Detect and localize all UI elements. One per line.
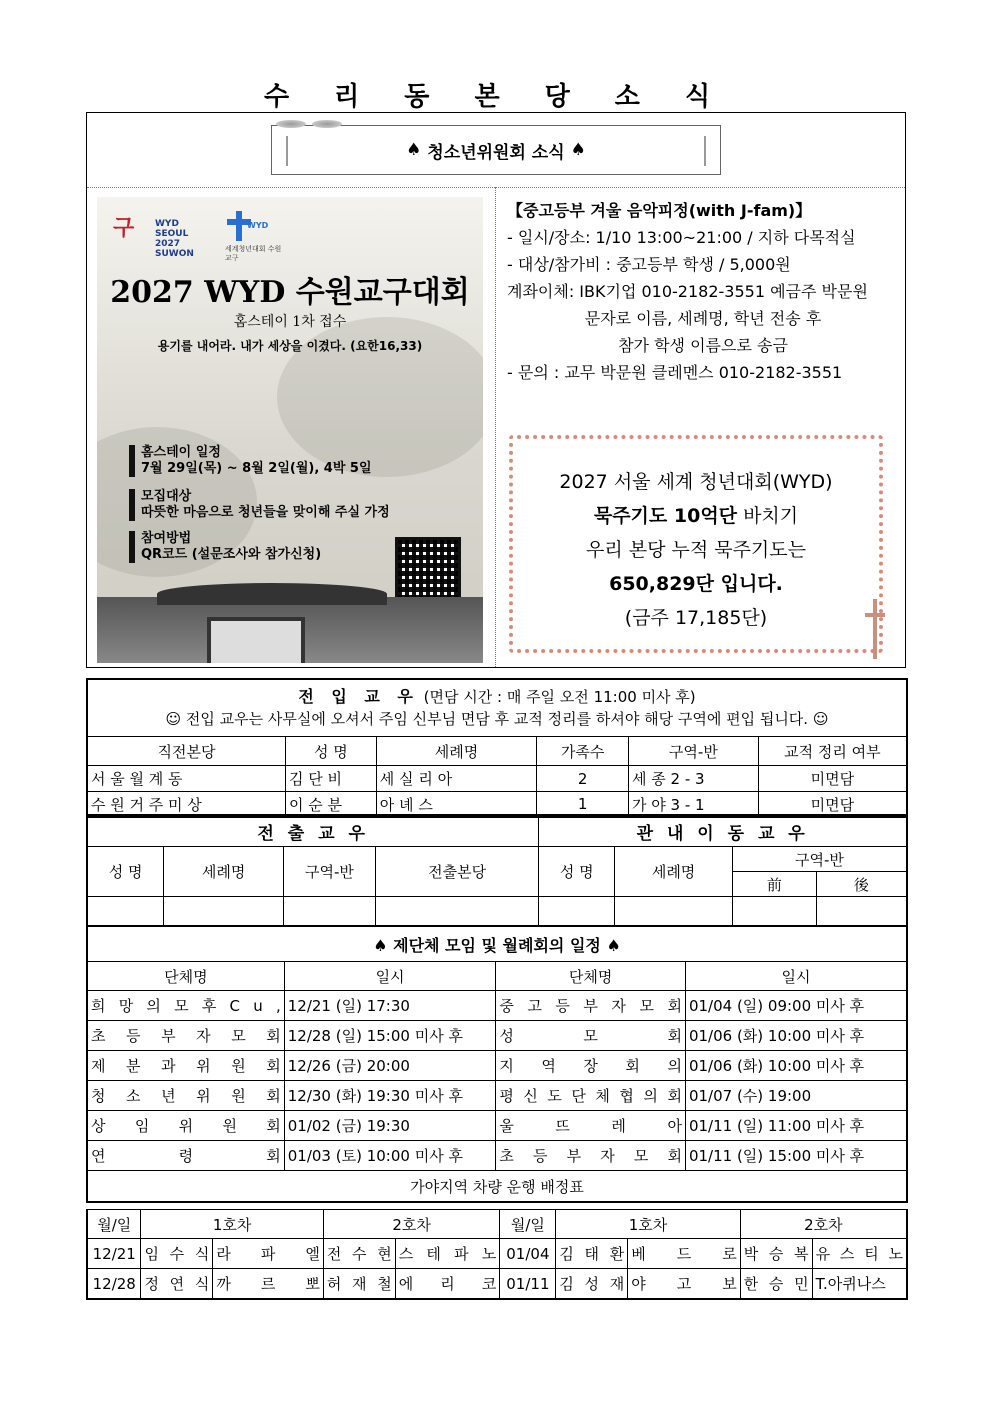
wyd-logo-text: WYD SEOUL 2027 SUWON bbox=[155, 219, 194, 259]
hanok-gate bbox=[207, 617, 305, 663]
column-header: 2호차 bbox=[323, 1210, 500, 1239]
transfer-in-title: 전 입 교 우 bbox=[298, 687, 419, 706]
table-cell: 김 성 재 bbox=[556, 1269, 628, 1300]
wyd-logo-icon: ᄀ bbox=[113, 216, 135, 241]
table-cell bbox=[615, 897, 733, 927]
table-cell: 임 수 식 bbox=[141, 1239, 213, 1269]
table-cell: 지 역 장 회 의 bbox=[496, 1051, 686, 1081]
youth-news-banner bbox=[271, 125, 721, 175]
table-row bbox=[87, 1081, 907, 1111]
table-cell: 12/28 (일) 15:00 미사 후 bbox=[284, 1021, 496, 1051]
table-cell: 01/04 (일) 09:00 미사 후 bbox=[685, 991, 907, 1021]
table-cell bbox=[375, 897, 539, 927]
table-cell: 01/02 (금) 19:30 bbox=[284, 1111, 496, 1141]
spade-icon: ♠ bbox=[606, 935, 621, 955]
table-cell: 희 망 의 모 후 C u , bbox=[87, 991, 284, 1021]
wyd-logo-text-2: WYD bbox=[247, 221, 269, 230]
table-cell: 중 고 등 부 자 모 회 bbox=[496, 991, 686, 1021]
music-retreat-info bbox=[507, 197, 899, 386]
rosary-line: 2027 서울 세계 청년대회(WYD) bbox=[559, 471, 833, 493]
youth-news-box bbox=[86, 112, 906, 668]
rosary-text: 단 입니다. bbox=[695, 573, 783, 595]
rosary-text: 바치기 bbox=[737, 505, 799, 527]
table-cell: 01/06 (화) 10:00 미사 후 bbox=[685, 1051, 907, 1081]
rosary-line: (금주 17,185단) bbox=[624, 607, 768, 629]
column-header: 세례명 bbox=[376, 737, 537, 766]
table-cell: 유 스 티 노 bbox=[812, 1239, 907, 1269]
retreat-line: - 대상/참가비 : 중고등부 학생 / 5,000원 bbox=[507, 255, 791, 274]
table-cell: 12/26 (금) 20:00 bbox=[284, 1051, 496, 1081]
vehicle-table bbox=[86, 1209, 908, 1300]
spade-icon: ♠ bbox=[373, 935, 388, 955]
table-header-row bbox=[87, 737, 907, 766]
table-cell: 박 승 복 bbox=[740, 1239, 812, 1269]
column-header: 前 bbox=[732, 872, 816, 897]
meetings-title: 제단체 모임 및 월례회의 일정 bbox=[393, 935, 601, 955]
table-cell: 베 드 로 bbox=[628, 1239, 740, 1269]
banner-decoration bbox=[312, 120, 342, 128]
table-cell: 세 종 2 - 3 bbox=[629, 766, 759, 792]
table-cell bbox=[816, 897, 907, 927]
retreat-heading: 【중고등부 겨울 음악피정(with J-fam)】 bbox=[507, 201, 812, 220]
column-header: 단체명 bbox=[87, 962, 284, 991]
table-cell bbox=[164, 897, 284, 927]
crucifix-icon bbox=[865, 599, 885, 659]
column-header: 전출본당 bbox=[375, 847, 539, 897]
table-cell bbox=[284, 897, 376, 927]
table-cell: 이 순 분 bbox=[286, 792, 377, 818]
spade-icon: ♠ bbox=[406, 140, 422, 160]
table-cell: 세 실 리 아 bbox=[376, 766, 537, 792]
poster-item-body: 7월 29일(목) ~ 8월 2일(월), 4박 5일 bbox=[141, 461, 372, 476]
rosary-line bbox=[513, 499, 879, 533]
table-row bbox=[87, 1111, 907, 1141]
table-cell: 12/21 bbox=[87, 1239, 141, 1269]
wyd-poster bbox=[97, 197, 483, 663]
poster-title: 2027 WYD 수원교구대회 bbox=[110, 275, 470, 310]
table-cell: 청 소 년 위 원 회 bbox=[87, 1081, 284, 1111]
table-cell: 가 야 3 - 1 bbox=[629, 792, 759, 818]
vehicle-title: 가야지역 차량 운행 배정표 bbox=[87, 1171, 907, 1203]
column-header: 구역-반 bbox=[284, 847, 376, 897]
column-header: 성 명 bbox=[286, 737, 377, 766]
poster-subtitle: 홈스테이 1차 접수 bbox=[233, 314, 347, 330]
banner-edge bbox=[286, 136, 288, 166]
column-header: 교적 정리 여부 bbox=[758, 737, 907, 766]
poster-item bbox=[129, 445, 372, 477]
table-cell: 평 신 도 단 체 협 의 회 bbox=[496, 1081, 686, 1111]
transfer-out-table bbox=[86, 814, 908, 927]
table-cell: 01/11 bbox=[500, 1269, 556, 1300]
table-cell: 김 태 환 bbox=[556, 1239, 628, 1269]
table-cell: 한 승 민 bbox=[740, 1269, 812, 1300]
poster-verse: 용기를 내어라. 내가 세상을 이겼다. (요한16,33) bbox=[157, 339, 423, 353]
transfer-in-table bbox=[86, 736, 908, 818]
table-cell: 야 고 보 bbox=[628, 1269, 740, 1300]
table-cell: 01/11 (일) 15:00 미사 후 bbox=[685, 1141, 907, 1171]
table-cell: 상 임 위 원 회 bbox=[87, 1111, 284, 1141]
column-header: 성 명 bbox=[87, 847, 164, 897]
table-cell: 정 연 식 bbox=[141, 1269, 213, 1300]
retreat-contact: - 문의 : 교무 박문원 클레멘스 010-2182-3551 bbox=[507, 363, 843, 382]
table-header-row bbox=[87, 1210, 907, 1239]
retreat-line: 참가 학생 이름으로 송금 bbox=[618, 336, 788, 355]
divider bbox=[87, 187, 905, 188]
table-cell: 에 리 코 bbox=[395, 1269, 500, 1300]
table-cell bbox=[87, 897, 164, 927]
table-row bbox=[87, 1051, 907, 1081]
table-cell: 01/03 (토) 10:00 미사 후 bbox=[284, 1141, 496, 1171]
rosary-box bbox=[509, 435, 883, 653]
table-row bbox=[87, 897, 907, 927]
banner-edge bbox=[704, 136, 706, 166]
column-header: 일시 bbox=[685, 962, 907, 991]
retreat-line: 문자로 이름, 세례명, 학년 전송 후 bbox=[584, 309, 822, 328]
column-header: 월/일 bbox=[500, 1210, 556, 1239]
table-cell: 12/21 (일) 17:30 bbox=[284, 991, 496, 1021]
divider bbox=[495, 187, 496, 667]
retreat-line: 계좌이체: IBK기업 010-2182-3551 예금주 박문원 bbox=[507, 282, 868, 301]
table-cell: 수 원 거 주 미 상 bbox=[87, 792, 286, 818]
column-header: 일시 bbox=[284, 962, 496, 991]
table-row bbox=[87, 1021, 907, 1051]
column-header: 後 bbox=[816, 872, 907, 897]
table-row bbox=[87, 1141, 907, 1171]
meetings-table bbox=[86, 925, 908, 1203]
table-cell: 초 등 부 자 모 회 bbox=[496, 1141, 686, 1171]
column-header: 구역-반 bbox=[732, 847, 907, 872]
table-row bbox=[87, 766, 907, 792]
transfer-in-note: (면담 시간 : 매 주일 오전 11:00 미사 후) bbox=[418, 688, 696, 706]
table-row bbox=[87, 991, 907, 1021]
table-cell: 까 르 뽀 bbox=[213, 1269, 323, 1300]
column-header: 1호차 bbox=[141, 1210, 323, 1239]
table-cell: 01/06 (화) 10:00 미사 후 bbox=[685, 1021, 907, 1051]
table-cell bbox=[732, 897, 816, 927]
poster-item-head: 홈스테이 일정 bbox=[141, 445, 221, 460]
meetings-title-cell bbox=[87, 926, 907, 962]
table-cell: 김 단 비 bbox=[286, 766, 377, 792]
table-cell: 울 뜨 레 아 bbox=[496, 1111, 686, 1141]
column-header: 성 명 bbox=[539, 847, 615, 897]
table-cell: T.아퀴나스 bbox=[812, 1269, 907, 1300]
table-cell: 라 파 엘 bbox=[213, 1239, 323, 1269]
table-cell: 미면담 bbox=[758, 792, 907, 818]
table-cell: 미면담 bbox=[758, 766, 907, 792]
transfer-out-title: 전 출 교 우 bbox=[87, 815, 539, 847]
banner-decoration bbox=[276, 120, 306, 128]
poster-item-body: QR코드 (설문조사와 참가신청) bbox=[141, 547, 322, 562]
table-cell: 01/07 (수) 19:00 bbox=[685, 1081, 907, 1111]
poster-item-head: 참여방법 bbox=[141, 531, 192, 546]
table-cell: 성 모 회 bbox=[496, 1021, 686, 1051]
logo-subtitle: 세계청년대회 수원교구 bbox=[225, 245, 282, 262]
column-header: 월/일 bbox=[87, 1210, 141, 1239]
table-cell: 01/04 bbox=[500, 1239, 556, 1269]
table-cell: 제 분 과 위 원 회 bbox=[87, 1051, 284, 1081]
table-cell bbox=[539, 897, 615, 927]
table-cell: 스 테 파 노 bbox=[395, 1239, 500, 1269]
poster-item-body: 따뜻한 마음으로 청년들을 맞이해 주실 가정 bbox=[141, 505, 390, 520]
poster-item bbox=[129, 489, 390, 521]
column-header: 구역-반 bbox=[629, 737, 759, 766]
retreat-line: - 일시/장소: 1/10 13:00~21:00 / 지하 다목적실 bbox=[507, 228, 856, 247]
column-header: 직전본당 bbox=[87, 737, 286, 766]
rosary-total: 650,829 bbox=[609, 573, 696, 595]
table-cell: 아 녜 스 bbox=[376, 792, 537, 818]
rosary-goal: 묵주기도 10억단 bbox=[593, 505, 738, 527]
table-row bbox=[87, 1239, 907, 1269]
table-cell: 12/30 (화) 19:30 미사 후 bbox=[284, 1081, 496, 1111]
rosary-line bbox=[513, 567, 879, 601]
table-cell: 서 울 월 계 동 bbox=[87, 766, 286, 792]
table-cell: 연 령 회 bbox=[87, 1141, 284, 1171]
table-header-row bbox=[87, 962, 907, 991]
transfer-in-header bbox=[86, 678, 908, 736]
table-cell: 허 재 철 bbox=[323, 1269, 395, 1300]
poster-item-head: 모집대상 bbox=[141, 489, 192, 504]
column-header: 세례명 bbox=[164, 847, 284, 897]
column-header: 단체명 bbox=[496, 962, 686, 991]
table-cell: 01/11 (일) 11:00 미사 후 bbox=[685, 1111, 907, 1141]
column-header: 세례명 bbox=[615, 847, 733, 897]
page-title: 수 리 동 본 당 소 식 bbox=[263, 82, 729, 112]
table-cell: 2 bbox=[537, 766, 629, 792]
table-cell: 12/28 bbox=[87, 1269, 141, 1300]
rosary-line: 우리 본당 누적 묵주기도는 bbox=[585, 539, 806, 561]
column-header: 2호차 bbox=[740, 1210, 907, 1239]
column-header: 1호차 bbox=[556, 1210, 740, 1239]
table-cell: 초 등 부 자 모 회 bbox=[87, 1021, 284, 1051]
qr-code-icon[interactable] bbox=[395, 537, 461, 603]
poster-item bbox=[129, 531, 321, 563]
youth-news-banner-label: 청소년위원회 소식 bbox=[427, 142, 565, 163]
spade-icon: ♠ bbox=[570, 140, 586, 160]
table-cell: 전 수 현 bbox=[323, 1239, 395, 1269]
table-cell: 1 bbox=[537, 792, 629, 818]
hanok-roof bbox=[157, 583, 387, 605]
move-within-title: 관 내 이 동 교 우 bbox=[539, 815, 907, 847]
column-header: 가족수 bbox=[537, 737, 629, 766]
transfer-in-notice: ☺ 전입 교우는 사무실에 오셔서 주임 신부님 면담 후 교적 정리를 하셔야 해당 구역에 편입 됩니다. ☺ bbox=[165, 710, 829, 728]
table-row bbox=[87, 1269, 907, 1300]
